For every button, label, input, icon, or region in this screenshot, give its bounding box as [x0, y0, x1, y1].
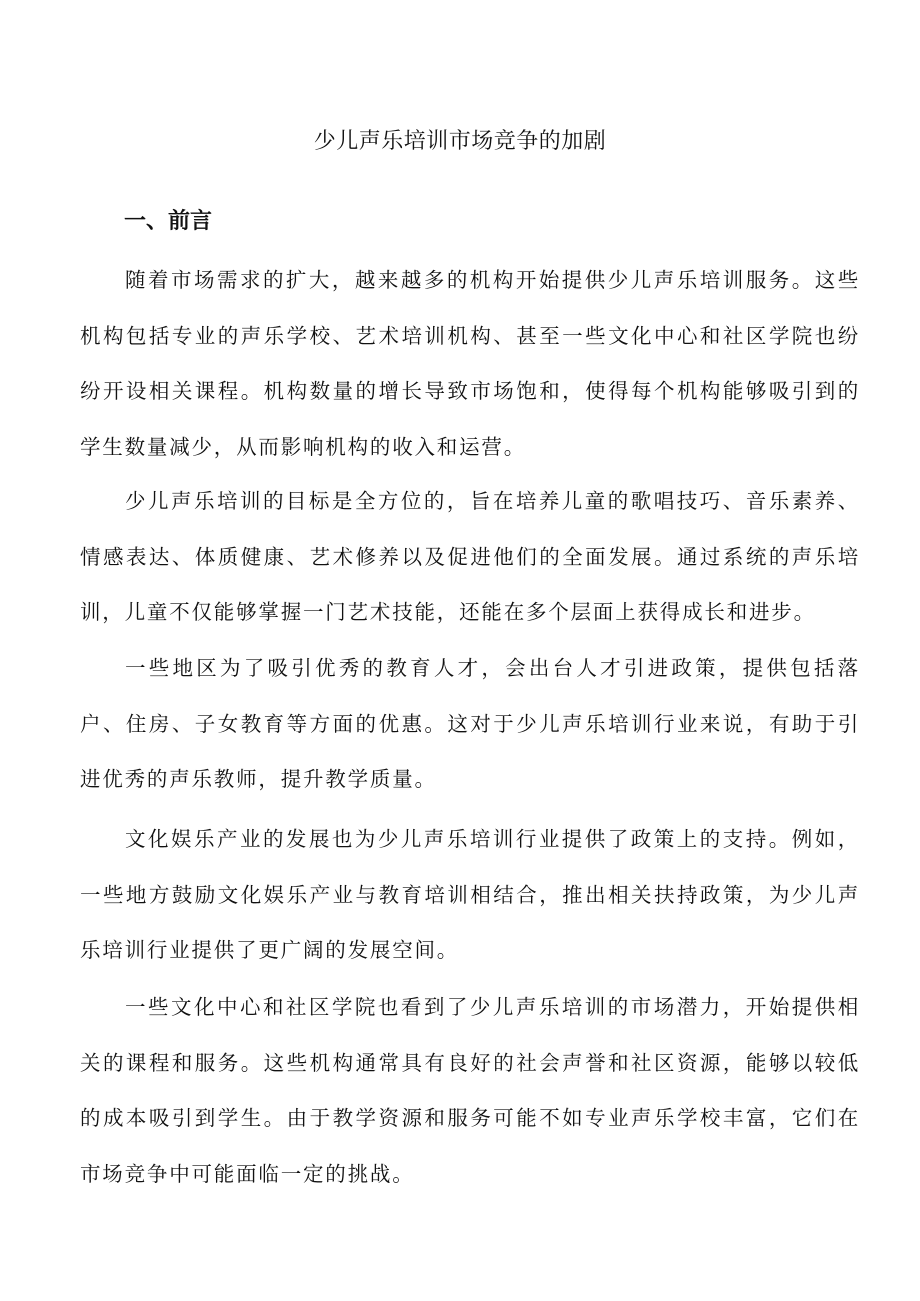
paragraph-4: 文化娱乐产业的发展也为少儿声乐培训行业提供了政策上的支持。例如，一些地方鼓励文化娱乐产业与教育培训相结合，推出相关扶持政策，为少儿声乐培训行业提供了更广阔的发展空间。 — [80, 827, 860, 962]
paragraph-3: 一些地区为了吸引优秀的教育人才，会出台人才引进政策，提供包括落户、住房、子女教育等方面的优惠。这对于少儿声乐培训行业来说，有助于引进优秀的声乐教师，提升教学质量。 — [80, 656, 860, 791]
paragraph-1: 随着市场需求的扩大，越来越多的机构开始提供少儿声乐培训服务。这些机构包括专业的声乐学校、艺术培训机构、甚至一些文化中心和社区学院也纷纷开设相关课程。机构数量的增长导致市场饱和，使得每个机构能够吸引到的学生数量减少，从而影响机构的收入和运营。 — [80, 268, 860, 459]
paragraph-5: 一些文化中心和社区学院也看到了少儿声乐培训的市场潜力，开始提供相关的课程和服务。这些机构通常具有良好的社会声誉和社区资源，能够以较低的成本吸引到学生。由于教学资源和服务可能不如专业声乐学校丰富，它们在市场竞争中可能面临一定的挑战。 — [80, 995, 860, 1186]
section-heading: 一、前言 — [124, 209, 213, 234]
paragraph-2: 少儿声乐培训的目标是全方位的，旨在培养儿童的歌唱技巧、音乐素养、情感表达、体质健康、艺术修养以及促进他们的全面发展。通过系统的声乐培训，儿童不仅能够掌握一门艺术技能，还能在多个层面上获得成长和进步。 — [80, 489, 860, 624]
document-title: 少儿声乐培训市场竞争的加剧 — [313, 129, 607, 154]
